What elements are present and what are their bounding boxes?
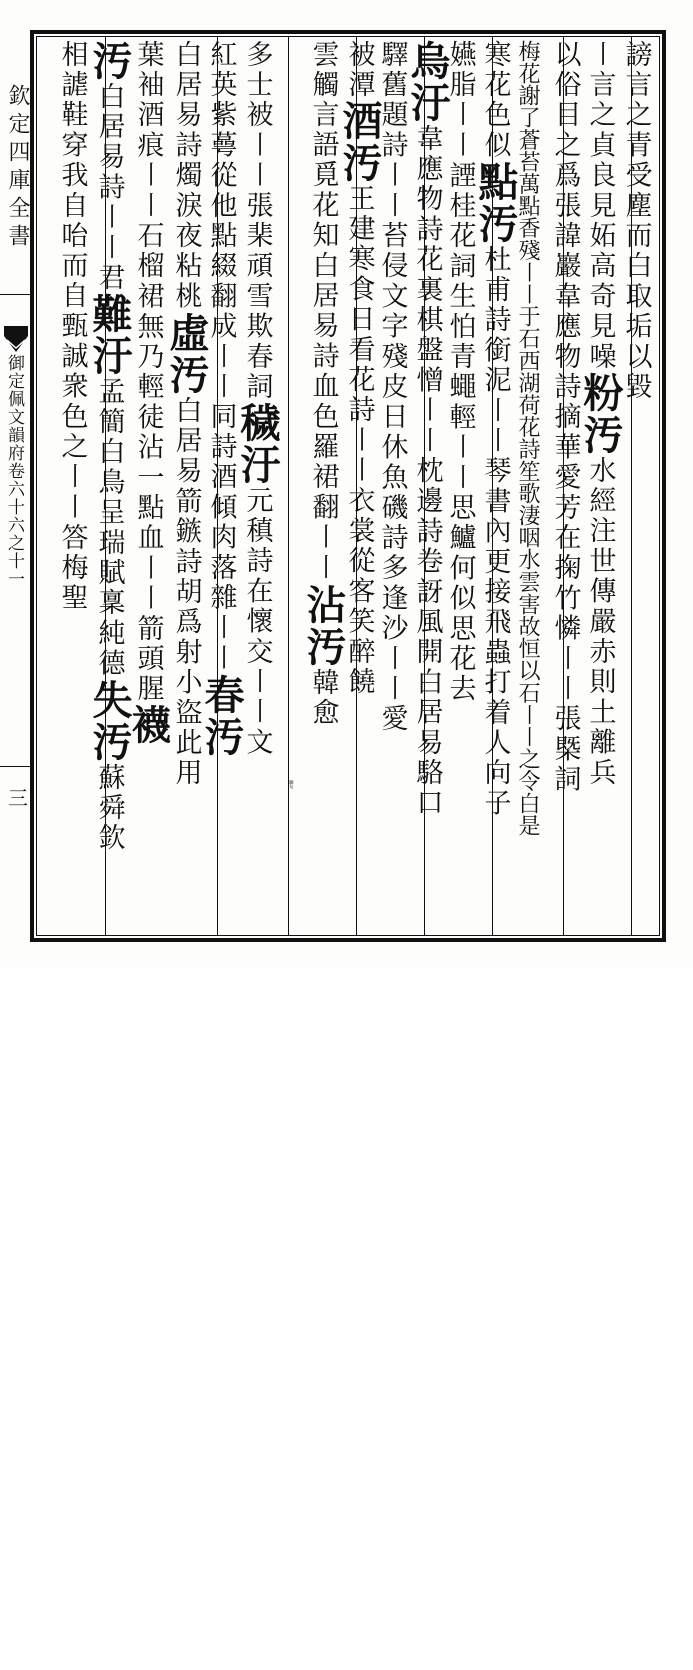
entry-text: 無乃輕徒沾一點血〡〡箭頭腥 — [132, 311, 164, 705]
entry-text: 白居易箭鏃詩胡爲射小盜此用 — [170, 395, 202, 789]
entry-text: 紅英紫蕚從他點綴翻成〡〡 — [205, 40, 237, 403]
page-number: 三 — [8, 786, 28, 810]
entry-text: 相謔鞋穿我自咍 — [56, 40, 88, 252]
entry-heading: 酒汚 — [336, 100, 383, 185]
entry-text: 被潭 — [343, 40, 375, 101]
text-column — [163, 40, 210, 930]
margin-divider — [0, 294, 30, 295]
entry-text: 王建寒食日看花詩〡〡衣裳從客笑醉饒 — [343, 184, 375, 698]
entry-heading: 穢汙 — [234, 402, 281, 487]
entry-heading: 虛汚 — [163, 311, 210, 396]
text-column — [549, 40, 581, 930]
entry-text: 韋應物詩花裏棋盤憎〡〡枕邊詩卷訝風開白居易駱口 — [411, 124, 443, 819]
entry-text: 白居易詩〡〡君 — [93, 82, 125, 294]
text-column — [577, 40, 624, 930]
entry-heading: 襪 — [125, 704, 172, 747]
text-column — [300, 40, 347, 930]
entry-text: 蘇舜欽 — [93, 763, 125, 855]
entry-text: 而自甄誠衆色之〡〡 — [56, 251, 88, 524]
entry-text: 諲桂花詞生怕青蠅輕〡〡思鱸何似思花去 — [444, 160, 476, 705]
text-column — [86, 40, 133, 930]
text-column — [404, 40, 451, 930]
entry-text: 謗言之青受塵而白取垢以毀 — [620, 40, 652, 403]
entry-heading: 汚 — [86, 40, 133, 82]
entry-text: 杜甫詩銜泥〡〡琴書內更接飛蟲打着人向子 — [479, 244, 511, 819]
entry-text: 寒花色似 — [479, 40, 511, 161]
fish-tail-mark-icon — [4, 326, 28, 352]
text-column — [125, 40, 172, 930]
entry-heading: 烏汙 — [404, 40, 451, 124]
entry-text: 白居易詩燭淚夜粘桃 — [170, 40, 202, 312]
text-column — [336, 40, 383, 930]
text-column — [234, 40, 281, 930]
text-column — [472, 40, 519, 930]
entry-text: 同詩酒傾肉落雜〡〡 — [205, 402, 237, 675]
entry-text: 梅花謝了蒼苔萬點香殘〡〡于石西湖荷花詩笙歌淒咽水雲 — [515, 40, 542, 593]
entry-heading: 粉汚 — [577, 372, 624, 457]
entry-text: 害故恒以石〡〡之令白是 — [515, 592, 542, 836]
text-column — [620, 40, 652, 930]
entry-text: 葉袖酒痕〡〡石榴裙 — [132, 40, 164, 312]
entry-text: 驛舊題詩〡〡苔侵文字殘皮日休魚磯詩多逢沙〡〡愛 — [376, 40, 408, 735]
book-title: 欽定四庫全書 — [5, 84, 30, 252]
text-column — [56, 40, 88, 930]
entry-text: 水經注世傳嚴赤則土離兵 — [584, 456, 616, 789]
entry-text: 雲觸 — [307, 40, 339, 101]
text-column — [198, 40, 245, 930]
entry-text: 〡言之貞良見妬高奇見噪 — [584, 40, 616, 373]
page-margin — [0, 36, 30, 936]
entry-text: 嬿脂〡〡 — [444, 40, 476, 161]
entry-heading: 點汚 — [472, 160, 519, 245]
text-column — [444, 40, 476, 930]
entry-text: 答梅聖 — [56, 523, 88, 614]
entry-text: 言語覓花知白居易詩血色羅裙翻〡〡 — [307, 100, 339, 584]
entry-heading: 失汚 — [86, 679, 133, 764]
entry-text: 韓愈 — [307, 667, 339, 729]
entry-text: 孟簡白鳥呈瑞賦稟純德 — [93, 377, 125, 680]
entry-text: 聯句 — [288, 780, 294, 790]
entry-text: 多士被〡〡張棐頑雪欺春詞 — [241, 40, 273, 403]
entry-heading: 沾汚 — [300, 583, 347, 668]
volume-title: 御定佩文韻府卷六十六之十一 — [4, 354, 24, 588]
text-column — [274, 780, 306, 1670]
entry-heading: 春汚 — [198, 674, 245, 759]
entry-heading: 難汙 — [86, 293, 133, 378]
entry-text: 元稹詩在懷交〡〡文 — [241, 486, 273, 759]
entry-text: 以俗目之爲張諱巖韋應物詩摘華愛芳在掬竹憐〡〡張槩詞 — [549, 40, 581, 795]
margin-divider — [0, 766, 30, 767]
